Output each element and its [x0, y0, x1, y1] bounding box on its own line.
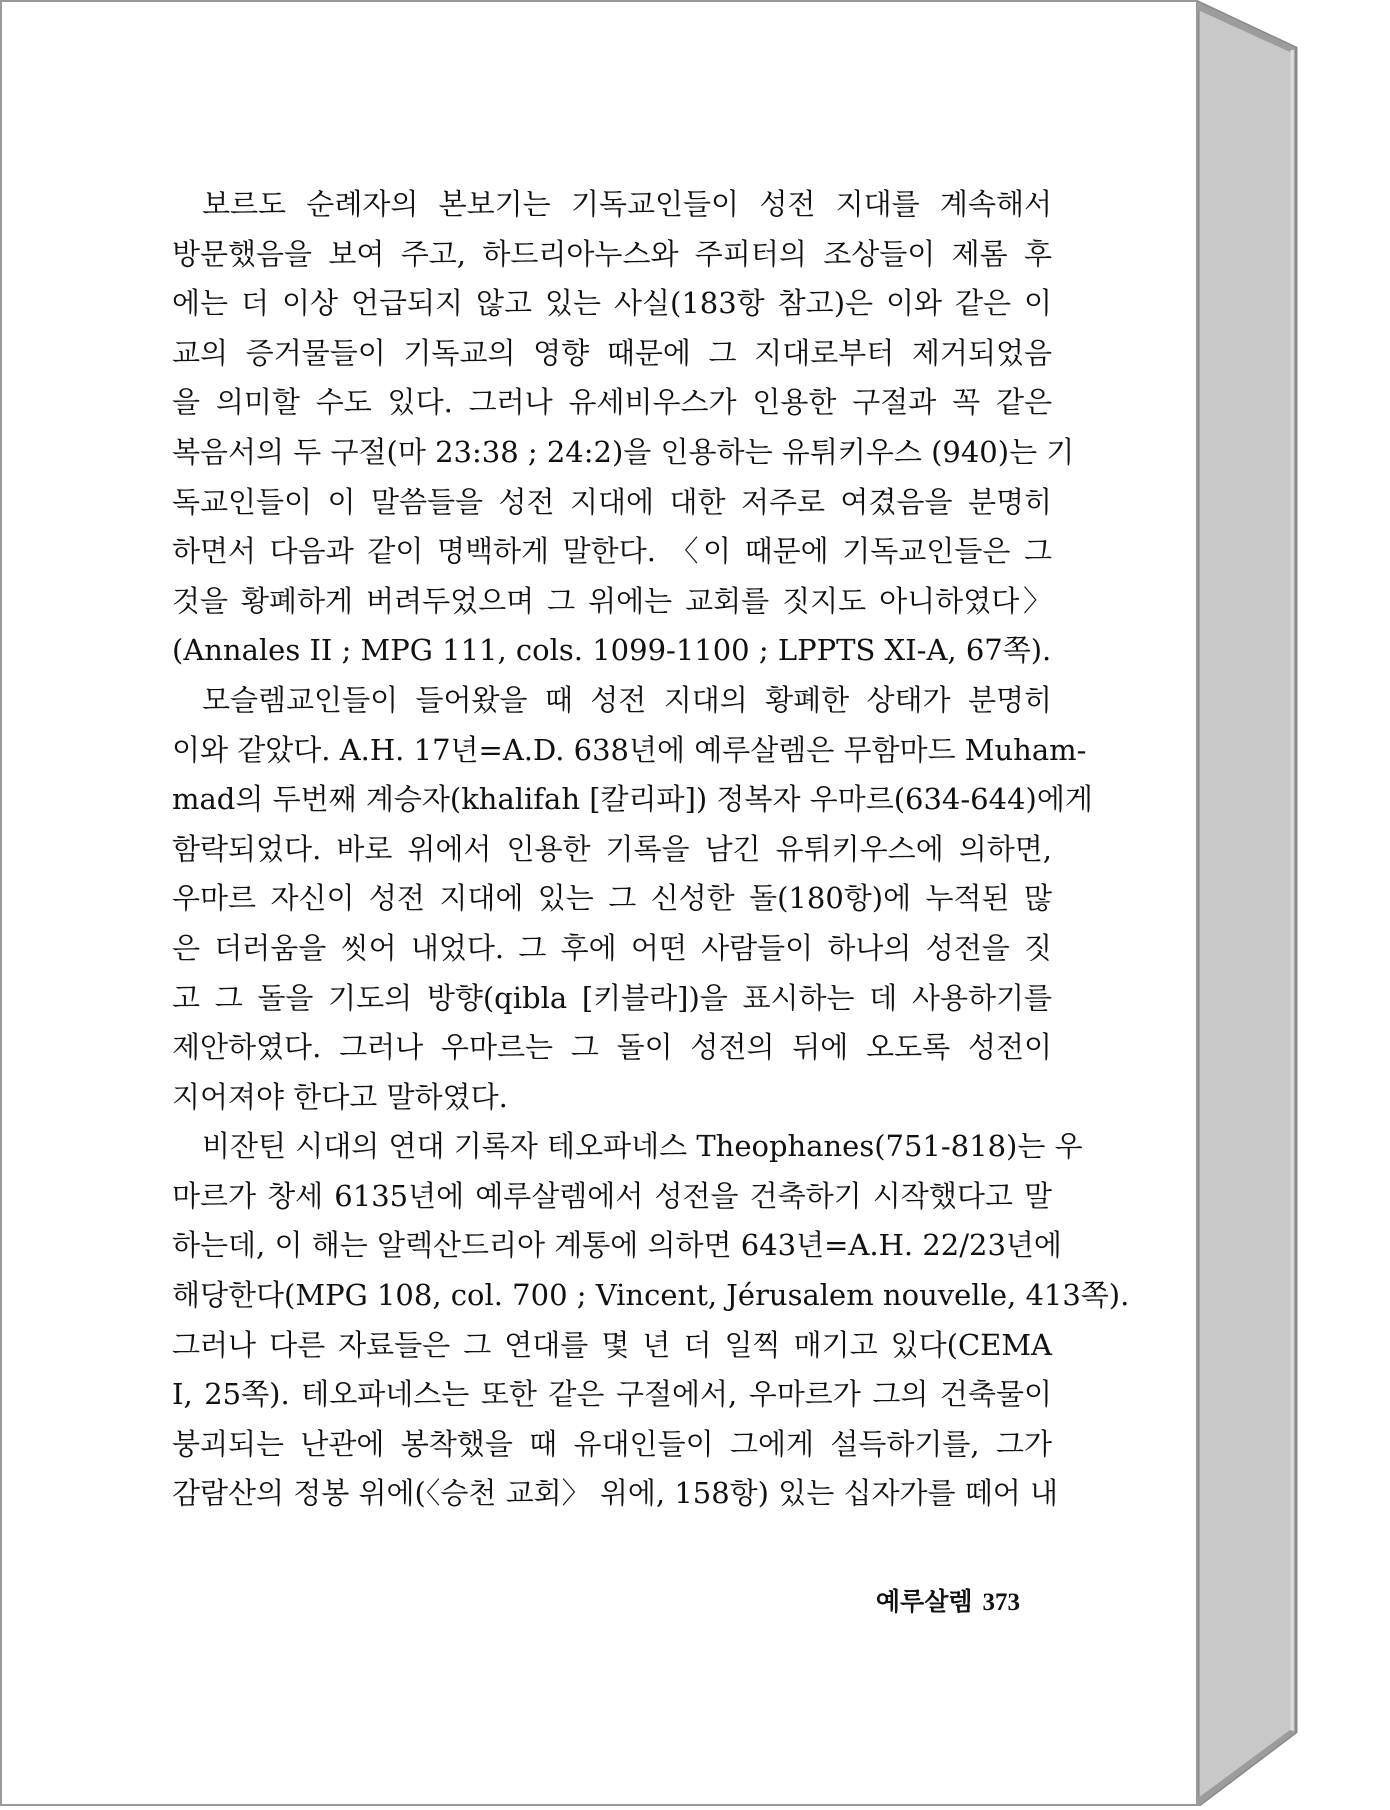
text-line: 것을 황폐하게 버려두었으며 그 위에는 교회를 짓지도 아니하였다〉	[172, 583, 1052, 618]
text-line: (Annales II ; MPG 111, cols. 1099-1100 ; LPPTS XI-A, 67쪽).	[172, 633, 1052, 668]
text-line: 교의 증거물들이 기독교의 영향 때문에 그 지대로부터 제거되었음	[172, 335, 1052, 370]
text-line: 복음서의 두 구절(마 23:38 ; 24:2)을 인용하는 유튀키우스 (940)는 기	[172, 434, 1075, 469]
text-line: 감람산의 정봉 위에(〈승천 교회〉 위에, 158항) 있는 십자가를 떼어 내	[172, 1476, 1058, 1511]
text-line: I, 25쪽). 테오파네스는 또한 같은 구절에서, 우마르가 그의 건축물이	[172, 1377, 1052, 1412]
text-line: 고 그 돌을 기도의 방향(qibla [키블라])을 표시하는 데 사용하기를	[172, 980, 1052, 1015]
text-line: 방문했음을 보여 주고, 하드리아누스와 주피터의 조상들이 제롬 후	[172, 236, 1052, 271]
text-line: 지어져야 한다고 말하였다.	[172, 1079, 508, 1114]
text-line: 함락되었다. 바로 위에서 인용한 기록을 남긴 유튀키우스에 의하면,	[172, 831, 1052, 866]
text-line: 제안하였다. 그러나 우마르는 그 돌이 성전의 뒤에 오도록 성전이	[172, 1030, 1052, 1065]
text-line: mad의 두번째 계승자(khalifah [칼리파]) 정복자 우마르(634-644)에게	[172, 782, 1093, 817]
text-line: 보르도 순례자의 본보기는 기독교인들이 성전 지대를 계속해서	[202, 187, 1052, 221]
text-line: 마르가 창세 6135년에 예루살렘에서 성전을 건축하기 시작했다고 말	[172, 1178, 1052, 1213]
text-line: 이와 같았다. A.H. 17년=A.D. 638년에 예루살렘은 무함마드 Muham-	[172, 732, 1087, 767]
text-line: 을 의미할 수도 있다. 그러나 유세비우스가 인용한 구절과 꼭 같은	[172, 385, 1052, 420]
text-line: 비잔틴 시대의 연대 기록자 테오파네스 Theophanes(751-818)는 우	[202, 1129, 1083, 1164]
text-line: 그러나 다른 자료들은 그 연대를 몇 년 더 일찍 매기고 있다(CEMA	[172, 1327, 1052, 1362]
text-line: 에는 더 이상 언급되지 않고 있는 사실(183항 참고)은 이와 같은 이	[172, 286, 1052, 321]
text-line: 모슬렘교인들이 들어왔을 때 성전 지대의 황폐한 상태가 분명히	[202, 682, 1052, 717]
text-line: 하는데, 이 해는 알렉산드리아 계통에 의하면 643년=A.H. 22/23년에	[172, 1228, 1062, 1263]
text-line: 하면서 다음과 같이 명백하게 말한다. 〈이 때문에 기독교인들은 그	[172, 534, 1052, 569]
text-line: 우마르 자신이 성전 지대에 있는 그 신성한 돌(180항)에 누적된 많	[172, 881, 1053, 916]
page-number: 373	[982, 1589, 1020, 1616]
running-title: 예루살렘	[875, 1587, 973, 1616]
text-line: 은 더러움을 씻어 내었다. 그 후에 어떤 사람들이 하나의 성전을 짓	[172, 930, 1052, 965]
text-line: 해당한다(MPG 108, col. 700 ; Vincent, Jérusalem nouvelle, 413쪽).	[172, 1278, 1130, 1313]
text-line: 붕괴되는 난관에 봉착했을 때 유대인들이 그에게 설득하기를, 그가	[172, 1426, 1052, 1461]
text-line: 독교인들이 이 말씀들을 성전 지대에 대한 저주로 여겼음을 분명히	[172, 484, 1052, 519]
